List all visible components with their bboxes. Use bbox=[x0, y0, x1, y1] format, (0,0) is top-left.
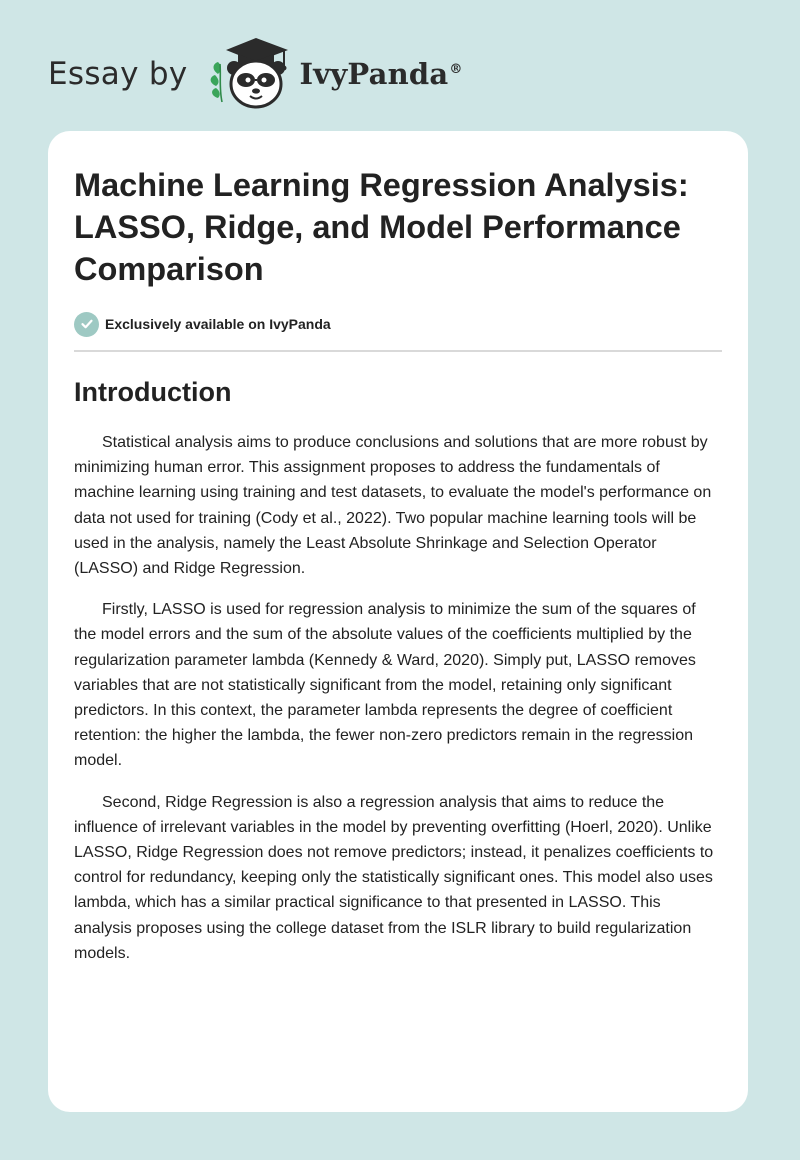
paragraph: Firstly, LASSO is used for regression analysis to minimize the sum of the squares of the model errors and the sum of the absolute values of the coefficients multiplied by the regularization parameter lambda (Kennedy & Ward, 2020). Simply put, LASSO removes variables that are not statistically significant from the model, retaining only significant predictors. In this context, the parameter lambda represents the degree of coefficient retention: the higher the lambda, the fewer non-zero predictors remain in the regression model. bbox=[74, 601, 696, 770]
divider bbox=[74, 350, 722, 352]
essay-by-label: Essay by bbox=[48, 56, 188, 92]
exclusive-badge bbox=[74, 311, 722, 337]
checkmark-icon bbox=[74, 312, 99, 337]
section-heading: Introduction bbox=[74, 377, 232, 407]
page-title: Machine Learning Regression Analysis: LASSO, Ridge, and Model Performance Comparison bbox=[74, 167, 689, 287]
paragraph: Second, Ridge Regression is also a regression analysis that aims to reduce the influence of irrelevant variables in the model by preventing overfitting (Hoerl, 2020). Unlike LASSO, Ridge Regression does not remove predictors; instead, it penalizes coefficients to control for redundancy, keeping only the statistically significant ones. This model also uses lambda, which has a similar practical significance to that presented in LASSO. This analysis proposes using the college dataset from the ISLR library to build regularization models. bbox=[74, 793, 714, 962]
brand-name[interactable] bbox=[300, 57, 463, 91]
essay-card bbox=[48, 131, 748, 1112]
paragraph: Statistical analysis aims to produce conclusions and solutions that are more robust by minimizing human error. This assignment proposes to address the fundamentals of machine learning using training and test datasets, to evaluate the model's performance on data not used for training (Cody et al., 2022). Two popular machine learning tools will be used in the analysis, namely the Least Absolute Shrinkage and Selection Operator (LASSO) and Ridge Regression. bbox=[74, 434, 712, 578]
exclusive-label: Exclusively available on IvyPanda bbox=[105, 316, 331, 332]
brand-name-text: IvyPanda bbox=[299, 57, 449, 91]
panda-graduate-logo-icon[interactable] bbox=[206, 36, 296, 112]
ivy-leaf-icon bbox=[210, 62, 221, 102]
registered-mark: ® bbox=[449, 62, 463, 78]
site-header bbox=[48, 36, 463, 112]
